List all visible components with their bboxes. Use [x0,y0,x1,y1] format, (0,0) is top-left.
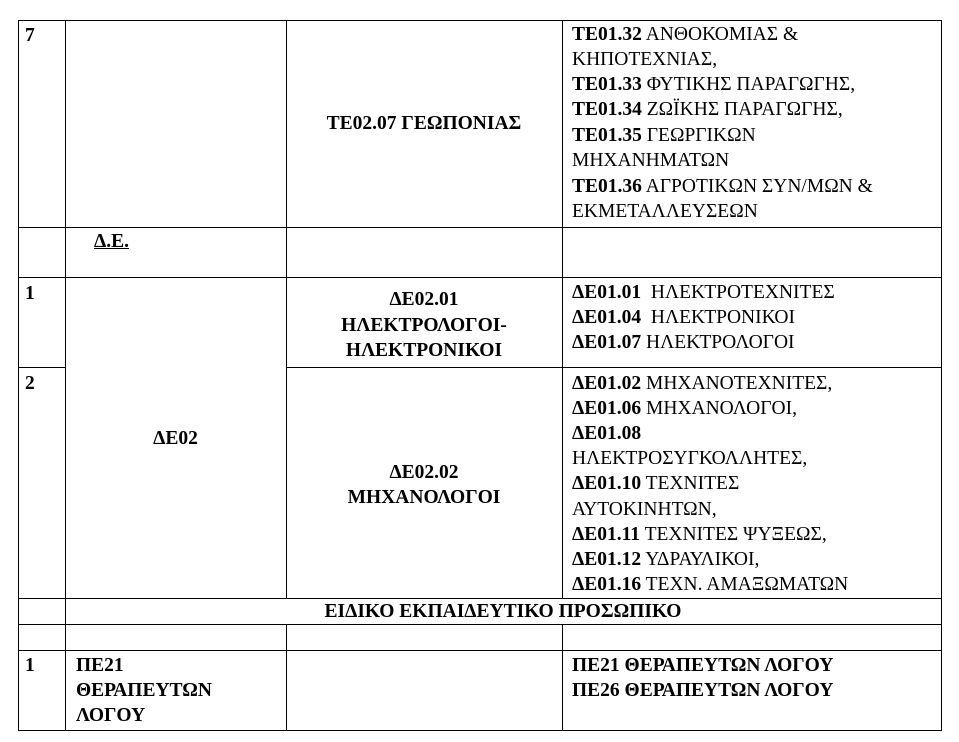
list-item: ΔΕ01.07 ΗΛΕΚΤΡΟΛΟΓΟΙ [572,332,795,353]
list-item: ΔΕ01.01 ΗΛΕΚΤΡΟΤΕΧΝΙΤΕΣ [572,282,835,303]
list-item: ΤΕ01.32 ΑΝΘΟΚΟΜΙΑΣ & [572,24,799,45]
list-item: ΔΕ01.16 ΤΕΧΝ. ΑΜΑΞΩΜΑΤΩΝ [572,574,849,595]
list-item: ΠΕ26 ΘΕΡΑΠΕΥΤΩΝ ΛΟΓΟΥ [572,680,834,701]
list-item: ΔΕ01.02 ΜΗΧΑΝΟΤΕΧΝΙΤΕΣ, [572,373,833,394]
list-item: ΗΛΕΚΤΡΟΣΥΓΚΟΛΛΗΤΕΣ, [572,448,808,469]
list-item: ΔΕ01.06 ΜΗΧΑΝΟΛΟΓΟΙ, [572,398,797,419]
specialty-cell: ΤΕ02.07 ΓΕΩΠΟΝΙΑΣ [326,113,522,134]
category-heading: Δ.Ε. [94,231,129,252]
row-number: 1 [25,655,35,676]
row-number: 7 [25,25,35,46]
list-item: ΜΗΧΑΝΗΜΑΤΩΝ [572,150,730,171]
list-item: ΤΕ01.35 ΓΕΩΡΓΙΚΩΝ [572,125,756,146]
list-item: ΕΚΜΕΤΑΛΛΕΥΣΕΩΝ [572,201,758,222]
list-item: ΔΕ01.08 [572,423,642,444]
specialty-cell: ΛΟΓΟΥ [76,705,146,726]
specialty-cell: ΜΗΧΑΝΟΛΟΓΟΙ [347,487,501,508]
list-item: ΠΕ21 ΘΕΡΑΠΕΥΤΩΝ ΛΟΓΟΥ [572,655,834,676]
specialty-cell: ΗΛΕΚΤΡΟΝΙΚΟΙ [345,340,503,361]
list-item: ΑΥΤΟΚΙΝΗΤΩΝ, [572,499,717,520]
specialty-cell: ΔΕ02.01 [389,289,459,310]
list-item: ΤΕ01.33 ΦΥΤΙΚΗΣ ΠΑΡΑΓΩΓΗΣ, [572,74,856,95]
list-item: ΔΕ01.11 ΤΕΧΝΙΤΕΣ ΨΥΞΕΩΣ, [572,524,827,545]
list-item: ΚΗΠΟΤΕΧΝΙΑΣ, [572,49,718,70]
list-item: ΔΕ01.04 ΗΛΕΚΤΡΟΝΙΚΟΙ [572,307,795,328]
specialty-cell: ΔΕ02.02 [389,462,459,483]
specialty-cell: ΠΕ21 [76,655,124,676]
list-item: ΔΕ01.12 ΥΔΡΑΥΛΙΚΟΙ, [572,549,760,570]
section-heading: ΕΙΔΙΚΟ ΕΚΠΑΙΔΕΥΤΙΚΟ ΠΡΟΣΩΠΙΚΟ [324,601,682,622]
row-number: 2 [25,373,35,394]
row-number: 1 [25,283,35,304]
list-item: ΔΕ01.10 ΤΕΧΝΙΤΕΣ [572,473,740,494]
list-item: ΤΕ01.34 ΖΩΪΚΗΣ ΠΑΡΑΓΩΓΗΣ, [572,99,843,120]
group-label: ΔΕ02 [153,428,198,449]
list-item: ΤΕ01.36 ΑΓΡΟΤΙΚΩΝ ΣΥΝ/ΜΩΝ & [572,176,873,197]
specialty-cell: ΗΛΕΚΤΡΟΛΟΓΟΙ- [341,315,507,336]
specialty-cell: ΘΕΡΑΠΕΥΤΩΝ [76,680,212,701]
